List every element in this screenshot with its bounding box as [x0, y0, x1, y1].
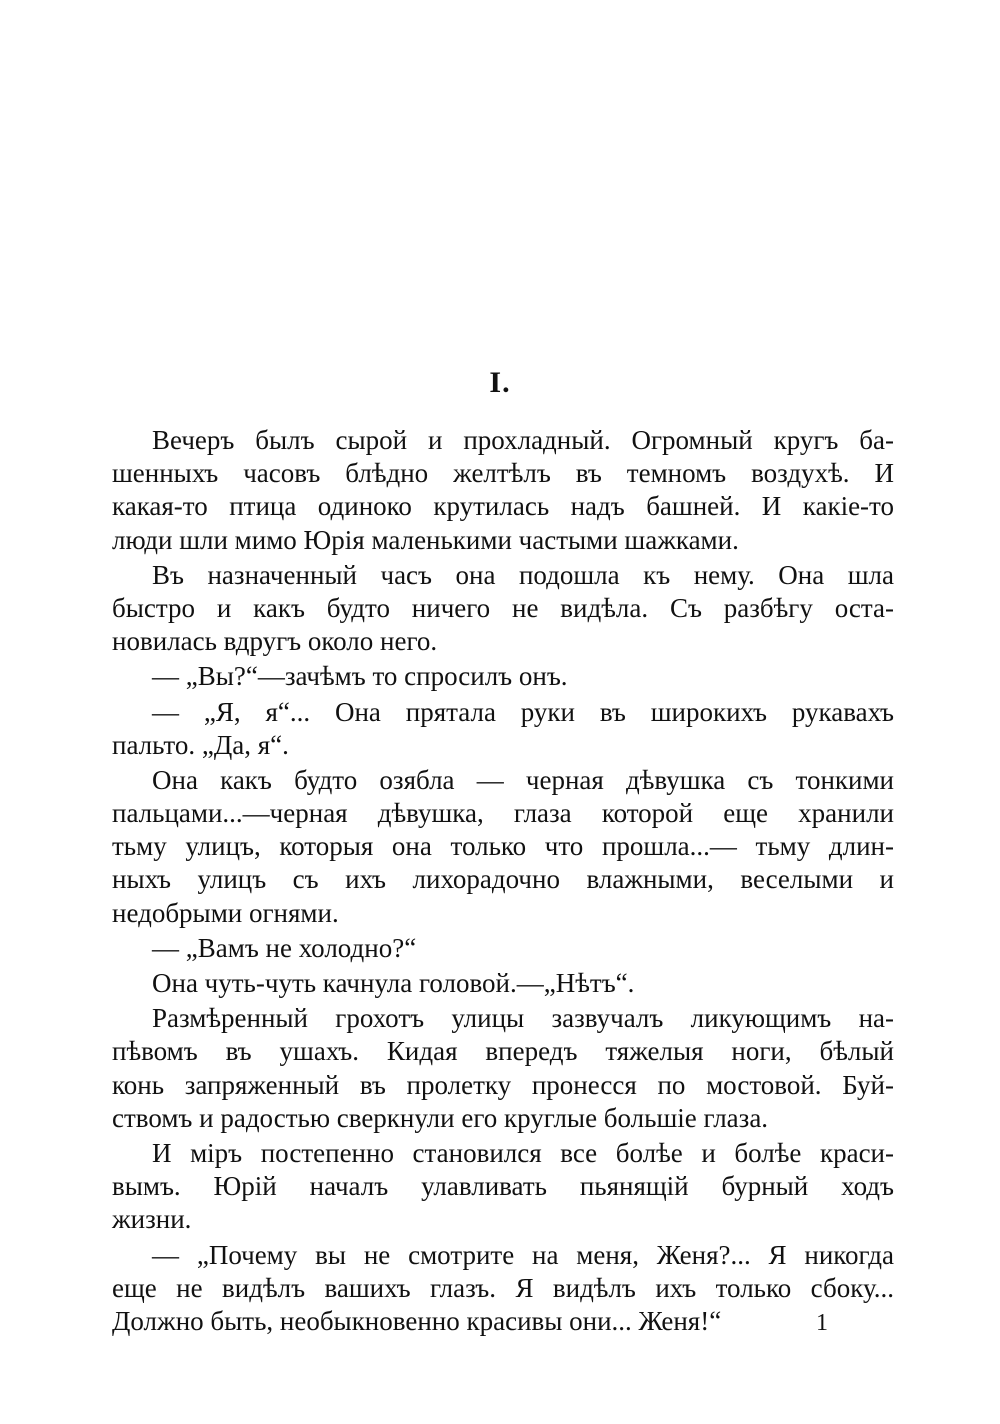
page-number: 1: [816, 1310, 828, 1336]
text-line: жизни.: [112, 1204, 192, 1235]
text-line: Она чуть-чуть качнула головой.—„Нѣтъ“.: [152, 968, 635, 998]
text-line: пѣвомъ въ ушахъ. Кидая впередъ тяжелыя ноги, бѣлый: [112, 1036, 894, 1067]
text-line: Должно быть, необыкновенно красивы они... Женя!“: [112, 1305, 722, 1336]
text-line: ствомъ и радостью сверкнули его круглые большіе глаза.: [112, 1102, 769, 1133]
text-line: пальцами...—черная дѣвушка, глаза которой еще хранили: [112, 798, 894, 829]
text-line: люди шли мимо Юрія маленькими частыми шажками.: [112, 524, 739, 555]
text-line: ныхъ улицъ съ ихъ лихорадочно влажными, веселыми и: [112, 864, 894, 895]
text-line: тьму улицъ, которыя она только что прошла...— тьму длин-: [112, 831, 894, 862]
text-line: вымъ. Юрій началъ улавливать пьянящій бурный ходъ: [112, 1171, 894, 1202]
text-line: Въ назначенный часъ она подошла къ нему. Она шла: [152, 559, 894, 590]
text-line: — „Почему вы не смотрите на меня, Женя?... Я никогда: [152, 1239, 894, 1270]
text-line: недобрыми огнями.: [112, 897, 339, 928]
text-line: — „Вы?“—зачѣмъ то спросилъ онъ.: [152, 661, 568, 692]
text-line: еще не видѣлъ вашихъ глазъ. Я видѣлъ ихъ только сбоку...: [112, 1272, 894, 1303]
text-line: шенныхъ часовъ блѣдно желтѣлъ въ темномъ воздухѣ. И: [112, 458, 894, 489]
text-line: какая-то птица одиноко крутилась надъ башней. И какіе-то: [112, 491, 894, 522]
text-line: Вечеръ былъ сырой и прохладный. Огромный кругъ ба-: [152, 425, 894, 455]
text-line: конь запряженный въ пролетку пронесся по мостовой. Буй-: [112, 1069, 894, 1100]
text-line: Размѣренный грохотъ улицы зазвучалъ ликующимъ на-: [152, 1003, 894, 1034]
text-line: — „Я, я“... Она прятала руки въ широкихъ рукавахъ: [152, 696, 894, 727]
text-line: Она какъ будто озябла — черная дѣвушка съ тонкими: [152, 764, 894, 795]
text-line: И міръ постепенно становился все болѣе и болѣе краси-: [152, 1137, 894, 1168]
text-line: новилась вдругъ около него.: [112, 626, 438, 657]
text-line: пальто. „Да, я“.: [112, 729, 289, 760]
text-line: быстро и какъ будто ничего не видѣла. Съ разбѣгу оста-: [112, 592, 894, 623]
text-line: — „Вамъ не холодно?“: [152, 932, 417, 963]
body-text: [112, 424, 894, 1338]
chapter-heading: I.: [489, 366, 511, 399]
